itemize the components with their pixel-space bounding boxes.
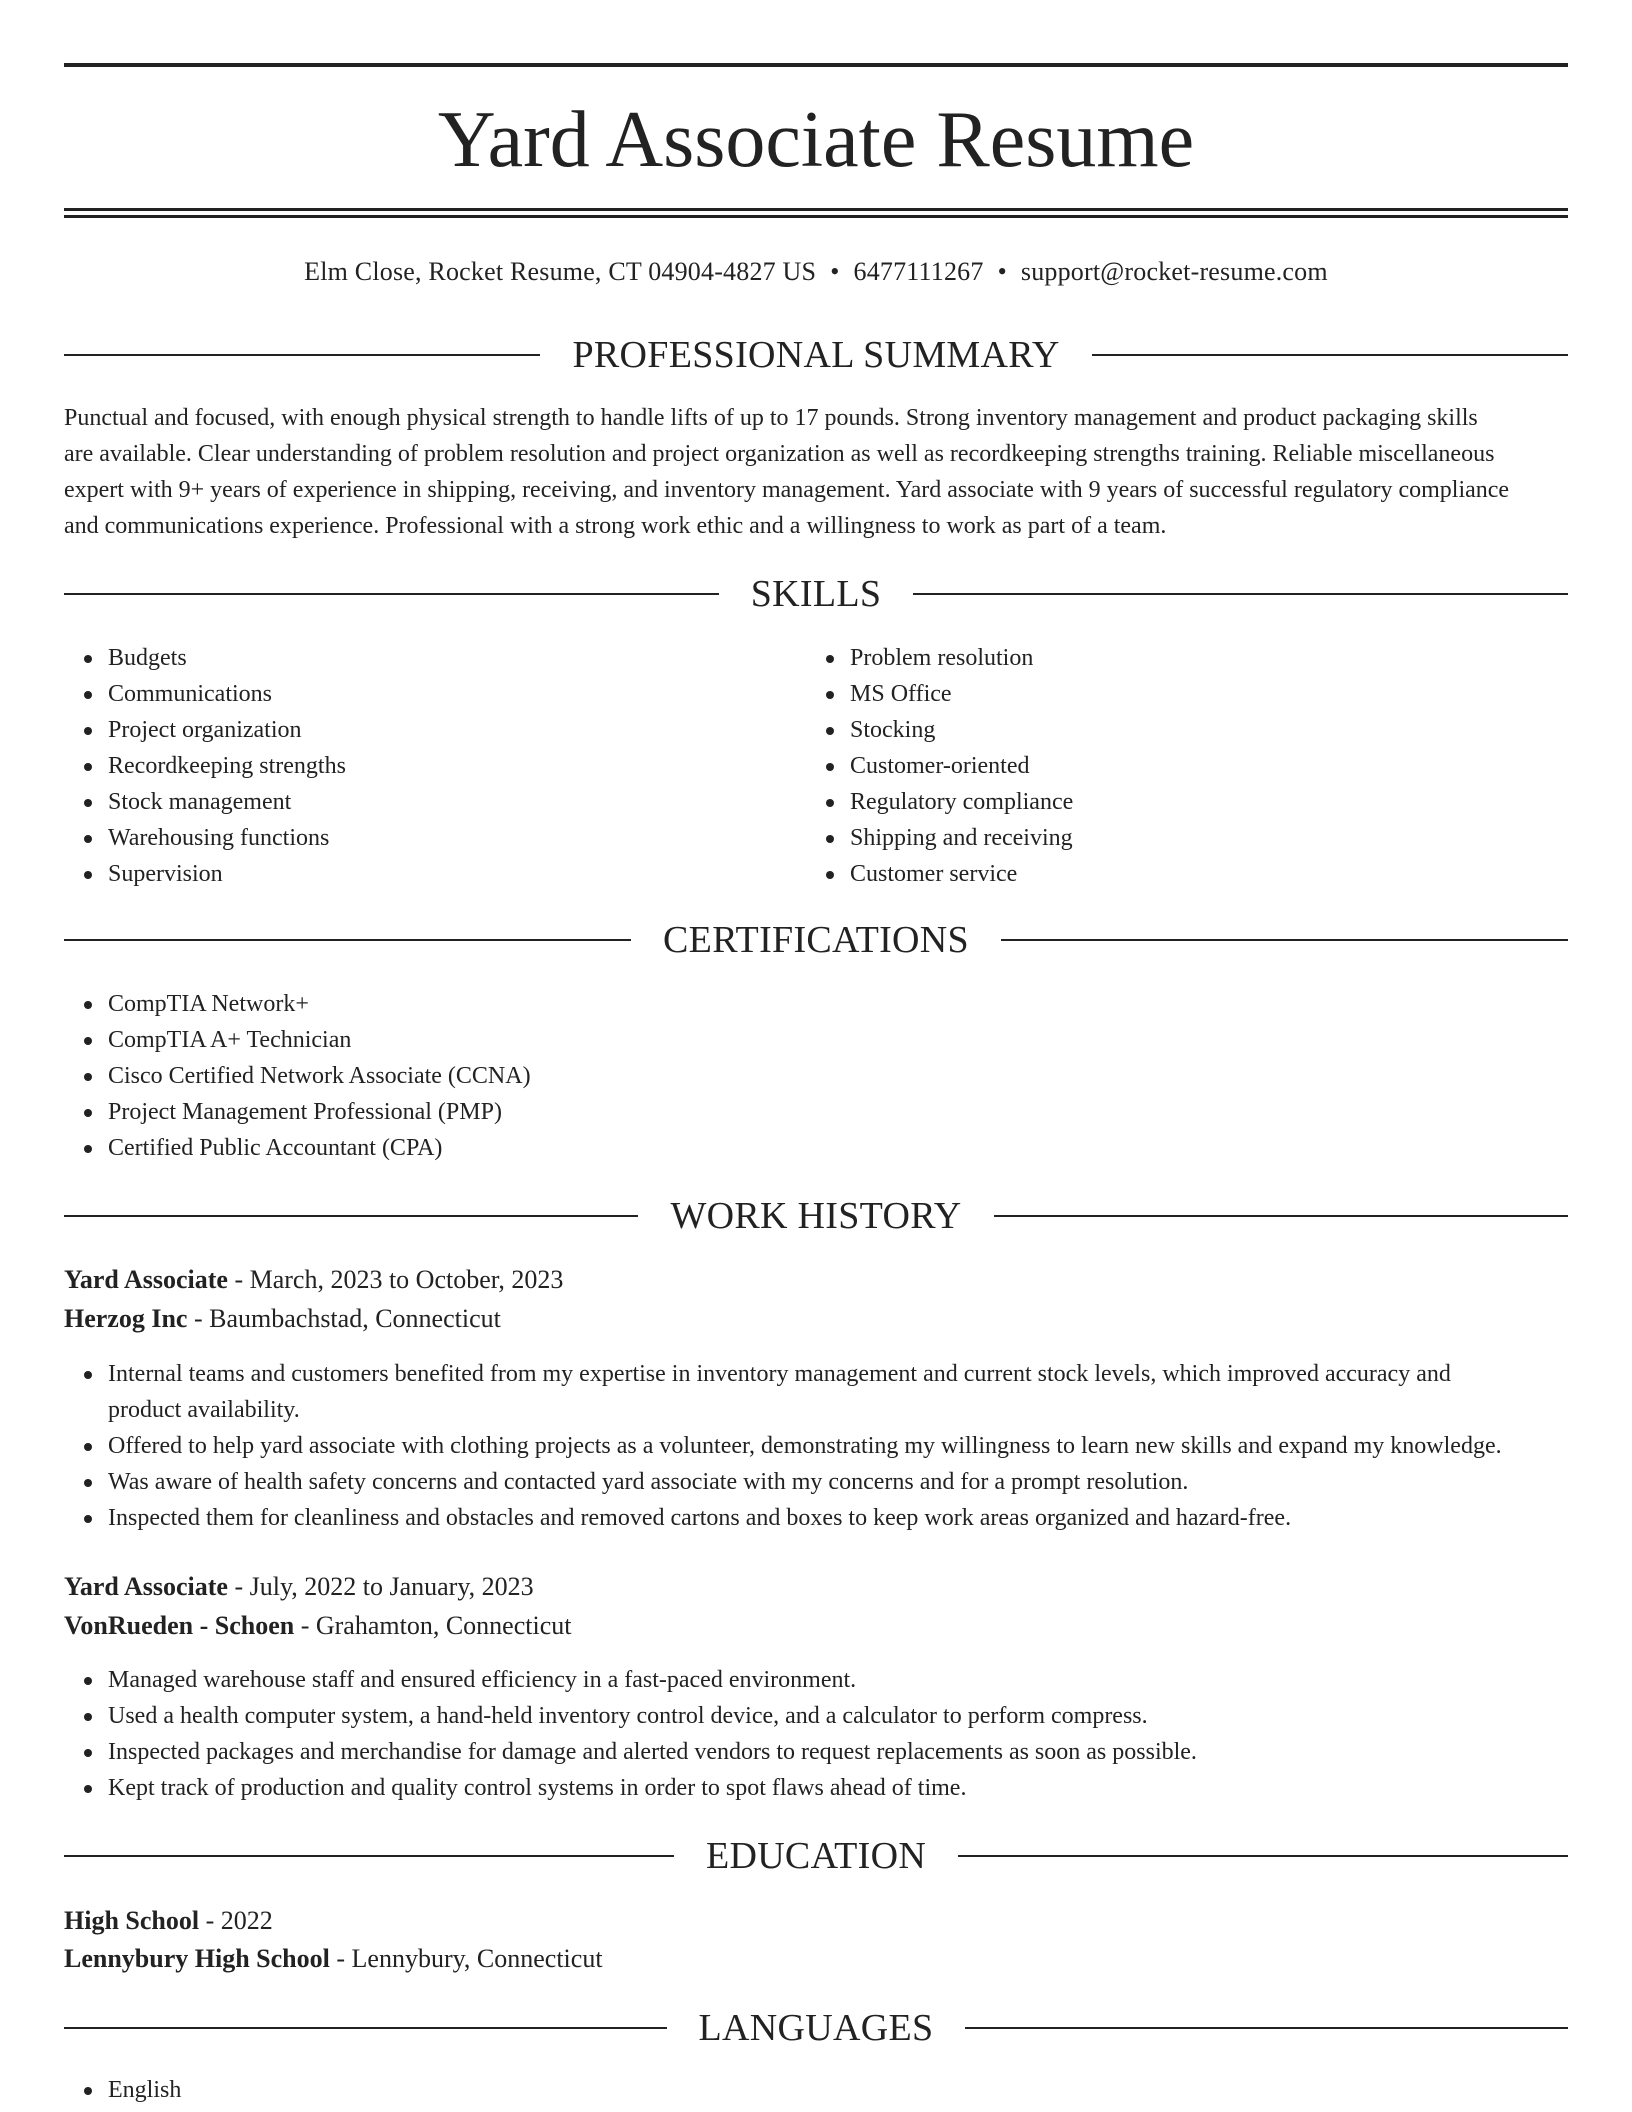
- list-item: Regulatory compliance: [850, 784, 1550, 820]
- job-dates: - July, 2022 to January, 2023: [227, 1572, 534, 1601]
- contact-separator: •: [830, 257, 840, 286]
- summary-text: [64, 400, 1568, 544]
- section-rule: [64, 2027, 667, 2029]
- contact-email[interactable]: support@rocket-resume.com: [1020, 257, 1328, 286]
- section-header-education: [64, 1836, 1568, 1876]
- summary-line: and communications experience. Professional with a strong work ethic and a willingness to work as part of a team.: [64, 513, 1167, 539]
- section-rule: [1001, 939, 1568, 941]
- education-year: - 2022: [199, 1906, 273, 1935]
- section-rule: [64, 1855, 674, 1857]
- section-rule: [64, 939, 631, 941]
- summary-line: are available. Clear understanding of problem resolution and project organization as well as recordkeeping strengths training. Reliable miscellaneous: [64, 441, 1495, 467]
- list-item: English: [108, 2072, 1508, 2108]
- job-bullets: [64, 1356, 1612, 1536]
- languages-list: [64, 2072, 1508, 2108]
- section-rule: [958, 1855, 1568, 1857]
- resume-title: Yard Associate Resume: [437, 96, 1195, 184]
- education-school-line: [64, 1940, 1568, 1978]
- list-item: Used a health computer system, a hand-held inventory control device, and a calculator to perform compress.: [108, 1698, 1612, 1734]
- list-item: Communications: [108, 676, 808, 712]
- job-company: VonRueden - Schoen: [64, 1611, 295, 1640]
- section-header-summary: [64, 335, 1568, 375]
- job-role: Yard Associate: [64, 1265, 228, 1294]
- top-rule: [64, 63, 1568, 67]
- list-item: MS Office: [850, 676, 1550, 712]
- contact-address: Elm Close, Rocket Resume, CT 04904-4827 US: [304, 257, 817, 286]
- list-item: Kept track of production and quality control systems in order to spot flaws ahead of time.: [108, 1770, 1612, 1806]
- job-title-line: [64, 1261, 1568, 1299]
- section-title-summary: PROFESSIONAL SUMMARY: [572, 334, 1060, 376]
- list-item: Project Management Professional (PMP): [108, 1094, 1508, 1130]
- list-item: Recordkeeping strengths: [108, 748, 808, 784]
- section-title-work: WORK HISTORY: [670, 1195, 962, 1237]
- skills-list-left: [64, 640, 808, 892]
- certifications-list: [64, 986, 1508, 1166]
- list-item: Project organization: [108, 712, 808, 748]
- list-item: Problem resolution: [850, 640, 1550, 676]
- list-item: Stocking: [850, 712, 1550, 748]
- list-item: Customer service: [850, 856, 1550, 892]
- list-item: Supervision: [108, 856, 808, 892]
- job-company: Herzog Inc: [64, 1304, 188, 1333]
- contact-line: [64, 254, 1568, 290]
- education-location: - Lennybury, Connecticut: [329, 1944, 603, 1973]
- list-item: Was aware of health safety concerns and contacted yard associate with my concerns and for a prompt resolution.: [108, 1464, 1612, 1500]
- list-item: Warehousing functions: [108, 820, 808, 856]
- section-header-work: [64, 1196, 1568, 1236]
- list-item: CompTIA Network+: [108, 986, 1508, 1022]
- job-location: - Baumbachstad, Connecticut: [187, 1304, 501, 1333]
- list-item: [108, 1356, 1612, 1428]
- list-item: CompTIA A+ Technician: [108, 1022, 1508, 1058]
- job-role: Yard Associate: [64, 1572, 228, 1601]
- list-item: Inspected packages and merchandise for damage and alerted vendors to request replacements as soon as possible.: [108, 1734, 1612, 1770]
- section-header-languages: [64, 2008, 1568, 2048]
- section-rule: [64, 1215, 638, 1217]
- bullet-text: Internal teams and customers benefited from my expertise in inventory management and current stock levels, which improved accuracy and: [108, 1361, 1451, 1387]
- summary-line: Punctual and focused, with enough physical strength to handle lifts of up to 17 pounds. Strong inventory management and product packaging skills: [64, 405, 1478, 431]
- job-dates: - March, 2023 to October, 2023: [227, 1265, 564, 1294]
- education-school: Lennybury High School: [64, 1944, 330, 1973]
- list-item: Budgets: [108, 640, 808, 676]
- job-bullets: [64, 1662, 1612, 1806]
- list-item: Stock management: [108, 784, 808, 820]
- job-location: - Grahamton, Connecticut: [294, 1611, 572, 1640]
- section-rule: [64, 354, 540, 356]
- list-item: Cisco Certified Network Associate (CCNA): [108, 1058, 1508, 1094]
- list-item: Offered to help yard associate with clothing projects as a volunteer, demonstrating my willingness to learn new skills and expand my knowledge.: [108, 1428, 1612, 1464]
- summary-line: expert with 9+ years of experience in shipping, receiving, and inventory management. Yard associate with 9 years of successful regulatory compliance: [64, 477, 1510, 503]
- section-rule: [965, 2027, 1568, 2029]
- bullet-text: product availability.: [108, 1397, 300, 1423]
- education-degree-line: [64, 1902, 1568, 1940]
- job-company-line: [64, 1607, 1568, 1645]
- education-degree: High School: [64, 1906, 200, 1935]
- section-header-skills: [64, 574, 1568, 614]
- job-title-line: [64, 1568, 1568, 1606]
- list-item: Certified Public Accountant (CPA): [108, 1130, 1508, 1166]
- section-title-skills: SKILLS: [750, 573, 882, 615]
- skills-list-right: [806, 640, 1550, 892]
- section-title-education: EDUCATION: [705, 1835, 927, 1877]
- section-title-certifications: CERTIFICATIONS: [663, 919, 969, 961]
- section-rule: [1092, 354, 1568, 356]
- title-double-rule: [64, 208, 1568, 218]
- section-header-certifications: [64, 920, 1568, 960]
- list-item: Inspected them for cleanliness and obstacles and removed cartons and boxes to keep work areas organized and hazard-free.: [108, 1500, 1612, 1536]
- section-title-languages: LANGUAGES: [698, 2007, 934, 2049]
- contact-separator: •: [997, 257, 1007, 286]
- list-item: Shipping and receiving: [850, 820, 1550, 856]
- section-rule: [64, 593, 719, 595]
- contact-phone: 6477111267: [853, 257, 984, 286]
- section-rule: [994, 1215, 1568, 1217]
- list-item: Managed warehouse staff and ensured efficiency in a fast-paced environment.: [108, 1662, 1612, 1698]
- section-rule: [913, 593, 1568, 595]
- list-item: Customer-oriented: [850, 748, 1550, 784]
- job-company-line: [64, 1300, 1568, 1338]
